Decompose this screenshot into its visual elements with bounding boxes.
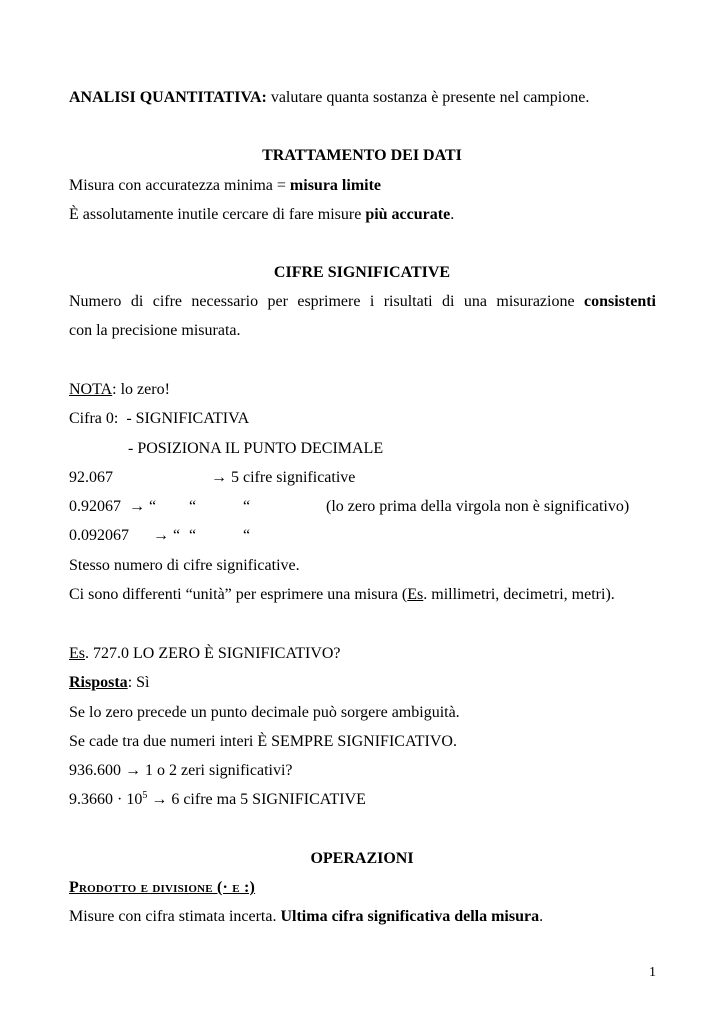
- trattamento-line-1: Misura con accuratezza minima = misura limite: [69, 177, 382, 194]
- example-2: 0.92067 → “ “ “ (lo zero prima della virgola non è significativo): [69, 498, 630, 515]
- answer-line-2: Se cade tra due numeri interi È SEMPRE SIGNIFICATIVO.: [69, 733, 457, 750]
- cifra-zero-line: Cifra 0: - SIGNIFICATIVA: [69, 410, 250, 427]
- operazioni-subheading: Prodotto e divisione (· e :): [69, 879, 256, 896]
- units-line: Ci sono differenti “unità” per esprimere una misura (Es. millimetri, decimetri, metri).: [69, 586, 615, 603]
- operazioni-line: Misure con cifra stimata incerta. Ultima cifra significativa della misura.: [69, 908, 544, 925]
- answer-line-3: 936.600 → 1 o 2 zeri significativi?: [69, 762, 293, 779]
- section-heading-cifre: CIFRE SIGNIFICATIVE: [273, 264, 451, 281]
- section-heading-operazioni: OPERAZIONI: [310, 850, 414, 867]
- answer-line-1: Se lo zero precede un punto decimale può sorgere ambiguità.: [69, 704, 460, 721]
- answer-line: Risposta: Sì: [69, 674, 150, 691]
- example-1: 92.067 → 5 cifre significative: [69, 469, 356, 486]
- intro-term: ANALISI QUANTITATIVA:: [69, 89, 267, 106]
- example-2-note: (lo zero prima della virgola non è significativo): [326, 498, 630, 515]
- trattamento-line-2: È assolutamente inutile cercare di fare misure più accurate.: [69, 206, 455, 223]
- section-heading-trattamento: TRATTAMENTO DEI DATI: [262, 147, 462, 164]
- nota-line: NOTA: lo zero!: [69, 381, 170, 398]
- page-number: 1: [649, 965, 656, 980]
- cifra-zero-item-2: - POSIZIONA IL PUNTO DECIMALE: [128, 440, 384, 457]
- answer-label: Risposta: [69, 674, 128, 691]
- answer-line-4: $9.3660 \cdot 10^5 \to 6$ cifre ma 5 SIGNIFICATIVE: [69, 790, 366, 808]
- example-question: Es. 727.0 LO ZERO È SIGNIFICATIVO?: [69, 645, 341, 662]
- cifre-paragraph-line-1: Numero di cifre necessario per esprimere i risultati di una misurazione consistenti: [69, 293, 656, 310]
- nota-label: NOTA: [69, 381, 113, 398]
- intro-line: [69, 88, 589, 108]
- intro-definition: valutare quanta sostanza è presente nel campione.: [266, 89, 590, 106]
- same-digits-line: Stesso numero di cifre significative.: [69, 557, 300, 574]
- cifre-paragraph-line-2: con la precisione misurata.: [69, 322, 241, 339]
- example-3: 0.092067 → “ “ “: [69, 527, 251, 544]
